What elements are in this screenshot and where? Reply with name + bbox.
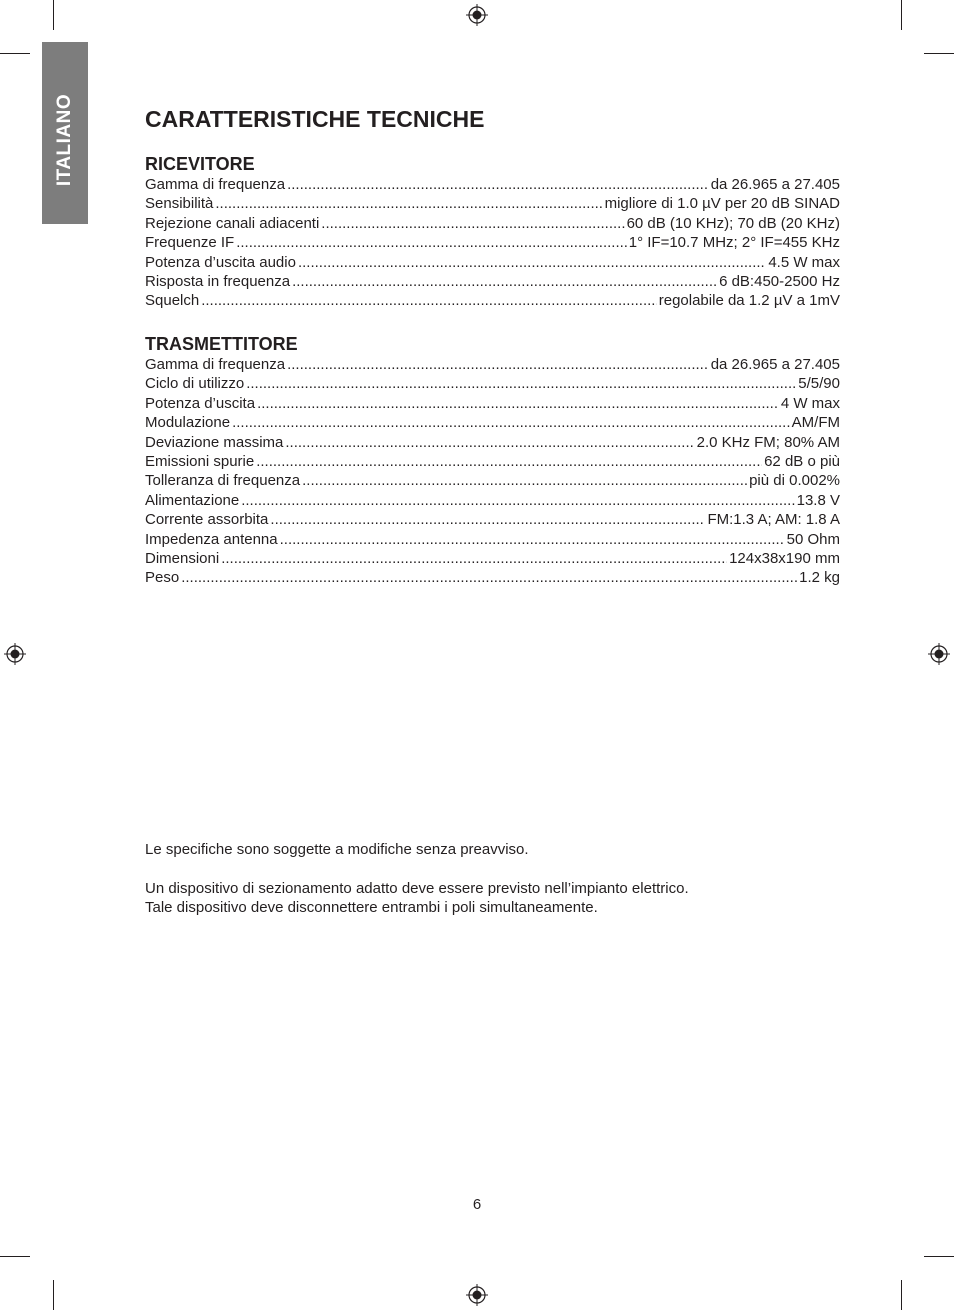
spec-row — [145, 491, 840, 510]
spec-label: Sensibilità — [145, 195, 214, 213]
transmitter-heading: TRASMETTITORE — [145, 334, 298, 354]
spec-row — [145, 374, 840, 393]
dot-leader — [298, 253, 766, 272]
transmitter-section — [145, 334, 840, 588]
dot-leader — [270, 510, 705, 529]
dot-leader — [201, 291, 657, 310]
dot-leader — [257, 394, 779, 413]
spec-value: FM:1.3 A; AM: 1.8 A — [707, 511, 840, 529]
spec-label: Gamma di frequenza — [145, 356, 286, 373]
spec-row — [145, 471, 840, 490]
spec-label: Impedenza antenna — [145, 530, 278, 548]
spec-row — [145, 233, 840, 252]
language-tab-label: ITALIANO — [54, 93, 75, 187]
spec-value: AM/FM — [791, 414, 840, 432]
spec-label: Gamma di frequenza — [145, 176, 286, 193]
spec-label: Corrente assorbita — [145, 511, 269, 529]
receiver-heading: RICEVITORE — [145, 154, 255, 174]
registration-mark-icon — [4, 643, 26, 665]
page-number: 6 — [472, 1196, 482, 1213]
spec-label: Rejezione canali adiacenti — [145, 214, 320, 232]
spec-label: Risposta in frequenza — [145, 273, 291, 291]
spec-row — [145, 568, 840, 587]
spec-label: Ciclo di utilizzo — [145, 375, 245, 393]
dot-leader — [221, 549, 727, 568]
spec-label: Deviazione massima — [145, 433, 284, 451]
crop-mark — [924, 1256, 954, 1257]
spec-label: Emissioni spurie — [145, 453, 255, 471]
crop-mark — [0, 1256, 30, 1257]
registration-mark-icon — [928, 643, 950, 665]
spec-label: Squelch — [145, 292, 200, 310]
dot-leader — [280, 530, 785, 549]
spec-row — [145, 272, 840, 291]
registration-mark-icon — [466, 1284, 488, 1306]
registration-mark-icon — [466, 4, 488, 26]
spec-label: Potenza d’uscita audio — [145, 253, 296, 271]
spec-row — [145, 510, 840, 529]
dot-leader — [302, 471, 747, 490]
spec-label: Alimentazione — [145, 491, 240, 509]
spec-value: 4.5 W max — [768, 253, 840, 271]
spec-value: 2.0 KHz FM; 80% AM — [696, 433, 840, 451]
spec-value: da 26.965 a 27.405 — [710, 356, 840, 373]
spec-value: più di 0.002% — [749, 472, 840, 490]
spec-row — [145, 549, 840, 568]
spec-value: migliore di 1.0 µV per 20 dB SINAD — [604, 195, 840, 213]
spec-row — [145, 452, 840, 471]
spec-row — [145, 175, 840, 194]
spec-row — [145, 433, 840, 452]
dot-leader — [287, 175, 709, 194]
safety-note-line-2: Tale dispositivo deve disconnettere entrambi i poli simultaneamente. — [145, 899, 598, 916]
dot-leader — [292, 272, 717, 291]
spec-value: 60 dB (10 KHz); 70 dB (20 KHz) — [626, 214, 840, 232]
spec-label: Dimensioni — [145, 550, 220, 568]
spec-label: Tolleranza di frequenza — [145, 472, 301, 490]
spec-value: 1° IF=10.7 MHz; 2° IF=455 KHz — [628, 234, 840, 252]
spec-row — [145, 214, 840, 233]
spec-value: 124x38x190 mm — [729, 550, 840, 568]
dot-leader — [215, 194, 602, 213]
crop-mark — [901, 1280, 902, 1310]
crop-mark — [53, 0, 54, 30]
dot-leader — [287, 355, 709, 374]
crop-mark — [924, 53, 954, 54]
spec-value: 13.8 V — [796, 491, 840, 509]
spec-value: 50 Ohm — [786, 530, 840, 548]
spec-value: da 26.965 a 27.405 — [710, 176, 840, 193]
dot-leader — [321, 214, 624, 233]
transmitter-spec-list — [145, 355, 840, 588]
dot-leader — [256, 452, 762, 471]
receiver-spec-list — [145, 175, 840, 311]
spec-row — [145, 291, 840, 310]
crop-mark — [53, 1280, 54, 1310]
spec-row — [145, 253, 840, 272]
dot-leader — [232, 413, 790, 432]
spec-row — [145, 413, 840, 432]
spec-value: 1.2 kg — [799, 569, 840, 587]
spec-value: 62 dB o più — [764, 453, 840, 471]
spec-row — [145, 394, 840, 413]
spec-value: 5/5/90 — [798, 375, 840, 393]
crop-mark — [0, 53, 30, 54]
spec-row — [145, 355, 840, 374]
dot-leader — [236, 233, 627, 252]
spec-label: Frequenze IF — [145, 234, 235, 252]
dot-leader — [181, 568, 797, 587]
dot-leader — [285, 433, 694, 452]
safety-note-line-1: Un dispositivo di sezionamento adatto deve essere previsto nell’impianto elettrico. — [145, 880, 689, 897]
dot-leader — [246, 374, 796, 393]
spec-label: Modulazione — [145, 414, 231, 432]
spec-label: Potenza d’uscita — [145, 394, 256, 412]
spec-row — [145, 530, 840, 549]
dot-leader — [241, 491, 794, 510]
disclaimer-text: Le specifiche sono soggette a modifiche senza preavviso. — [145, 841, 529, 858]
crop-mark — [901, 0, 902, 30]
spec-value: 4 W max — [780, 394, 840, 412]
spec-value: 6 dB:450-2500 Hz — [719, 273, 840, 291]
receiver-section — [145, 154, 840, 311]
page-title: CARATTERISTICHE TECNICHE — [145, 106, 485, 132]
spec-value: regolabile da 1.2 µV a 1mV — [658, 292, 840, 310]
spec-label: Peso — [145, 569, 180, 587]
spec-row — [145, 194, 840, 213]
